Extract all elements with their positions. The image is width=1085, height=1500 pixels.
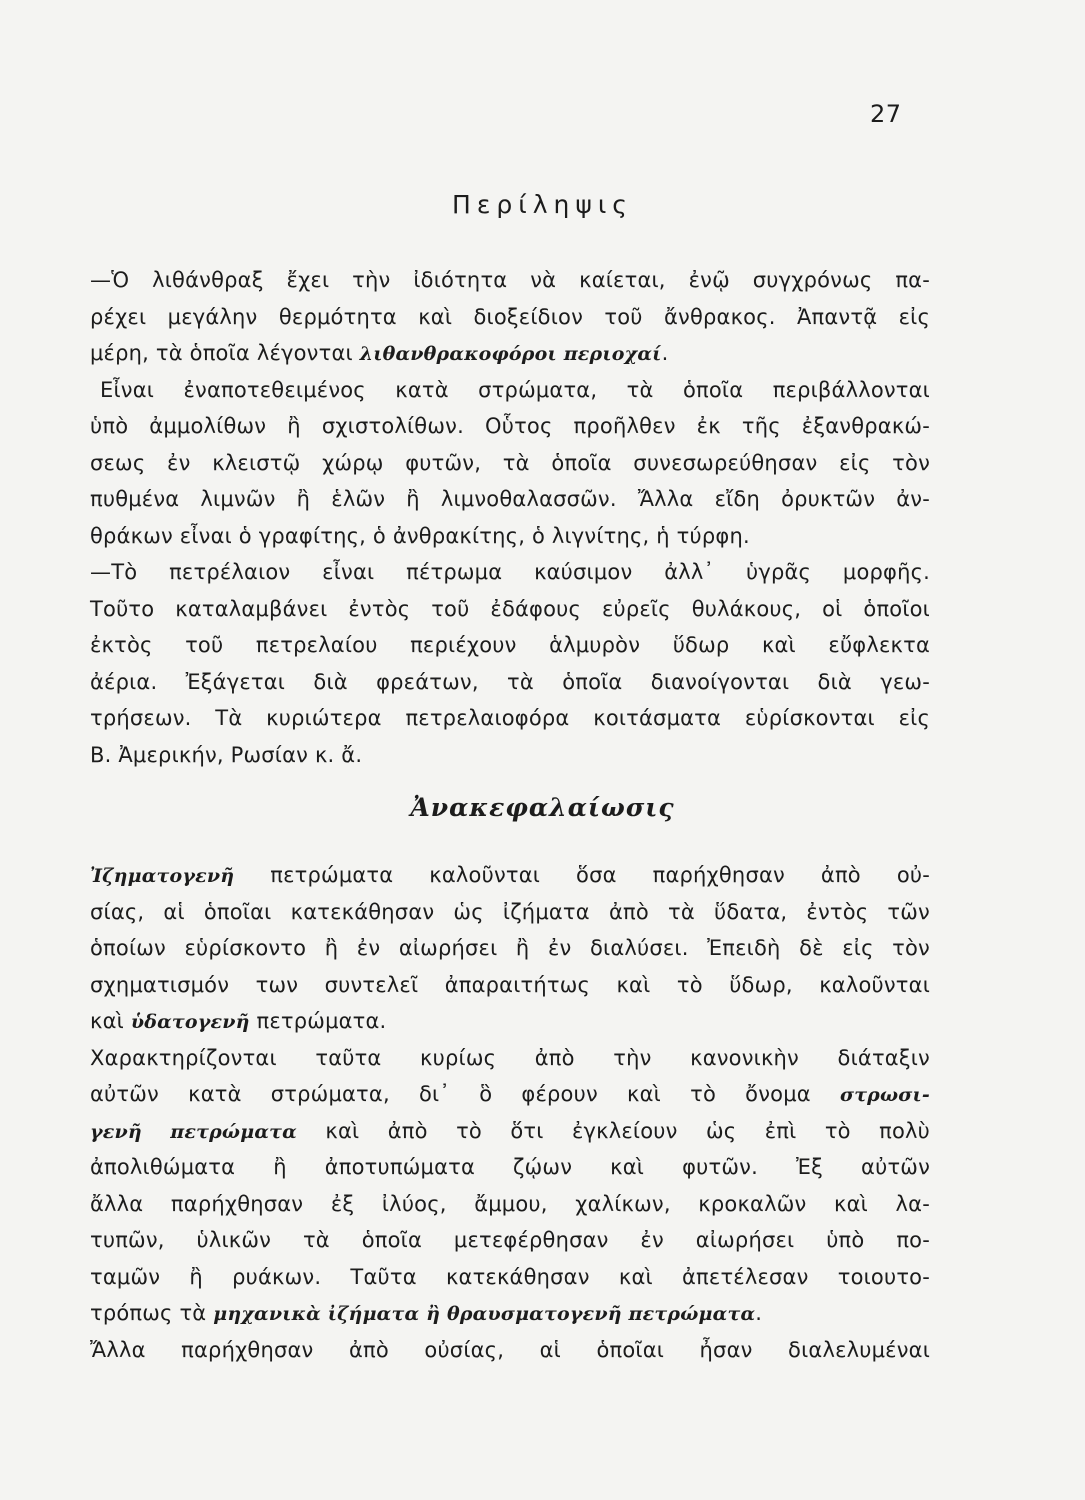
emphasized-term: στρωσι- xyxy=(839,1084,930,1106)
text-segment: μέρη, τὰ ὁποῖα λέγονται xyxy=(90,341,360,365)
text-segment: . xyxy=(661,341,669,365)
text-line xyxy=(90,335,930,372)
text-line xyxy=(90,299,930,336)
text-line xyxy=(90,1295,930,1332)
text-segment: Β. Ἀμερικήν, Ρωσίαν κ. ἄ. xyxy=(90,742,363,767)
text-segment: ἐκτὸς τοῦ πετρελαίου περιέχουν ἁλμυρὸν ὕδωρ καὶ εὔφλεκτα xyxy=(90,633,930,657)
text-segment: καὶ ἀπὸ τὸ ὅτι ἐγκλείουν ὡς ἐπὶ τὸ πολὺ xyxy=(296,1118,930,1143)
text-line xyxy=(90,591,930,628)
text-segment: Εἶναι ἐναποτεθειμένος κατὰ στρώματα, τὰ ὁποῖα περιβάλλονται xyxy=(100,377,930,402)
text-line xyxy=(90,1113,930,1150)
text-line xyxy=(90,554,930,591)
text-segment: —Τὸ πετρέλαιον εἶναι πέτρωμα καύσιμον ἀλλ᾽ ὑγρᾶς μορφῆς. xyxy=(90,560,930,584)
emphasized-term: Ἰζηματογενῆ xyxy=(90,865,235,887)
text-segment: ὁποίων εὑρίσκοντο ἢ ἐν αἰωρήσει ἢ ἐν διαλύσει. Ἐπειδὴ δὲ εἰς τὸν xyxy=(90,936,930,960)
summary-text xyxy=(90,262,930,773)
text-segment: τυπῶν, ὑλικῶν τὰ ὁποῖα μετεφέρθησαν ἐν αἰωρήσει ὑπὸ πο- xyxy=(90,1228,930,1252)
text-segment: ὑπὸ ἀμμολίθων ἢ σχιστολίθων. Οὗτος προῆλθεν ἐκ τῆς ἐξανθρακώ- xyxy=(90,414,930,438)
text-segment: ταμῶν ἢ ρυάκων. Ταῦτα κατεκάθησαν καὶ ἀπετέλεσαν τοιουτο- xyxy=(90,1264,930,1289)
recapitulation-text xyxy=(90,857,930,1368)
text-segment: Τοῦτο καταλαμβάνει ἐντὸς τοῦ ἐδάφους εὐρεῖς θυλάκους, οἱ ὁποῖοι xyxy=(90,596,930,621)
text-segment: Ἄλλα παρήχθησαν ἀπὸ οὐσίας, αἱ ὁποῖαι ἦσαν διαλελυμέναι xyxy=(90,1337,930,1362)
text-line xyxy=(90,700,930,737)
text-segment: τρόπως τὰ xyxy=(90,1301,214,1325)
text-line xyxy=(90,262,930,299)
text-line xyxy=(90,1076,930,1113)
text-line xyxy=(90,894,930,931)
text-line xyxy=(90,627,930,664)
emphasized-term: ὑδατογενῆ xyxy=(130,1011,250,1033)
text-line xyxy=(90,1332,930,1369)
text-segment: ρέχει μεγάλην θερμότητα καὶ διοξείδιον τοῦ ἄνθρακος. Ἀπαντᾷ εἰς xyxy=(90,304,930,329)
text-segment: καὶ xyxy=(90,1009,131,1033)
text-line xyxy=(90,1222,930,1259)
text-line xyxy=(90,1003,930,1040)
page-number: 27 xyxy=(870,100,902,128)
text-segment: σεως ἐν κλειστῷ χώρῳ φυτῶν, τὰ ὁποῖα συνεσωρεύθησαν εἰς τὸν xyxy=(90,450,930,475)
text-segment: ἀέρια. Ἐξάγεται διὰ φρεάτων, τὰ ὁποῖα διανοίγονται διὰ γεω- xyxy=(90,669,930,694)
text-line xyxy=(90,481,930,518)
text-segment: ἄλλα παρήχθησαν ἐξ ἰλύος, ἄμμου, χαλίκων, κροκαλῶν καὶ λα- xyxy=(90,1191,930,1216)
text-line xyxy=(90,445,930,482)
text-segment: αὐτῶν κατὰ στρώματα, δι᾽ ὃ φέρουν καὶ τὸ ὄνομα xyxy=(90,1082,840,1106)
text-line xyxy=(90,408,930,445)
text-segment: πετρώματα καλοῦνται ὅσα παρήχθησαν ἀπὸ οὐ- xyxy=(234,863,930,887)
text-line xyxy=(90,1186,930,1223)
text-line xyxy=(90,372,930,409)
text-line xyxy=(90,930,930,967)
text-line xyxy=(90,1040,930,1077)
section-title-summary: Περίληψις xyxy=(452,190,633,219)
text-line xyxy=(90,518,930,555)
text-line xyxy=(90,737,930,774)
emphasized-term: λιθανθρακοφόροι περιοχαί xyxy=(359,343,662,365)
text-segment: θράκων εἶναι ὁ γραφίτης, ὁ ἀνθρακίτης, ὁ λιγνίτης, ἡ τύρφη. xyxy=(90,523,750,548)
text-line xyxy=(90,967,930,1004)
emphasized-term: μηχανικὰ ἰζήματα ἢ θραυσματογενῆ πετρώματα xyxy=(213,1303,756,1325)
text-segment: τρήσεων. Τὰ κυριώτερα πετρελαιοφόρα κοιτάσματα εὑρίσκονται εἰς xyxy=(90,706,930,730)
text-segment: Χαρακτηρίζονται ταῦτα κυρίως ἀπὸ τὴν κανονικὴν διάταξιν xyxy=(90,1045,930,1070)
text-segment: —Ὁ λιθάνθραξ ἔχει τὴν ἰδιότητα νὰ καίεται, ἐνῷ συγχρόνως πα- xyxy=(90,268,930,292)
text-line xyxy=(90,664,930,701)
text-line xyxy=(90,857,930,894)
text-segment: ἀπολιθώματα ἢ ἀποτυπώματα ζῴων καὶ φυτῶν. Ἐξ αὐτῶν xyxy=(90,1155,930,1179)
text-segment: πυθμένα λιμνῶν ἢ ἑλῶν ἢ λιμνοθαλασσῶν. Ἄλλα εἴδη ὀρυκτῶν ἀν- xyxy=(90,487,930,511)
emphasized-term: γενῆ πετρώματα xyxy=(90,1120,297,1143)
text-segment: πετρώματα. xyxy=(249,1009,387,1033)
text-segment: σίας, αἱ ὁποῖαι κατεκάθησαν ὡς ἰζήματα ἀπὸ τὰ ὕδατα, ἐντὸς τῶν xyxy=(90,899,930,924)
text-segment: . xyxy=(755,1301,763,1325)
text-line xyxy=(90,1149,930,1186)
text-segment: σχηματισμόν των συντελεῖ ἀπαραιτήτως καὶ τὸ ὕδωρ, καλοῦνται xyxy=(90,972,930,997)
text-line xyxy=(90,1259,930,1296)
section-title-recapitulation: Ἀνακεφαλαίωσις xyxy=(410,793,675,822)
